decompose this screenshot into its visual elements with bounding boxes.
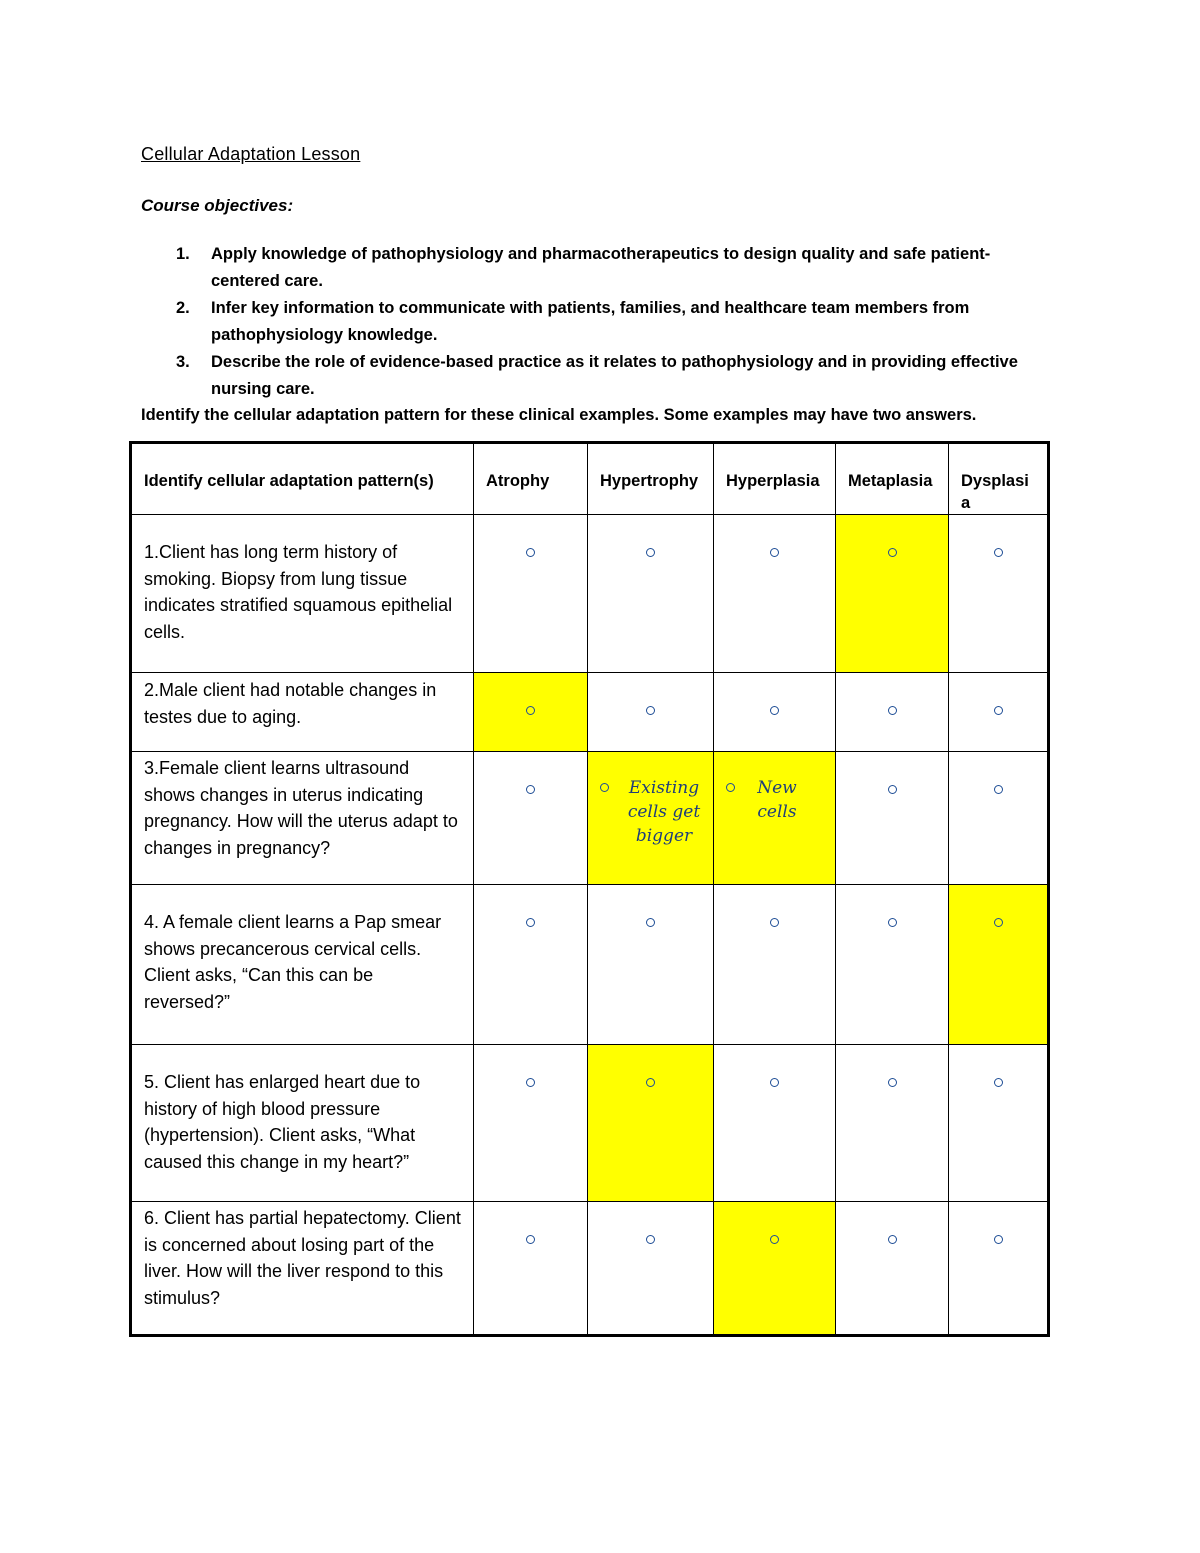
radio-circle-icon[interactable]: [888, 706, 897, 715]
objective-text: Apply knowledge of pathophysiology and pharmacotherapeutics to design quality and safe patient-centered care.: [211, 245, 991, 290]
option-hypertrophy[interactable]: [588, 1202, 714, 1336]
option-atrophy[interactable]: [474, 1045, 588, 1202]
question-cell: 6. Client has partial hepatectomy. Client is concerned about losing part of the liver. How will the liver respond to this stimulus?: [131, 1202, 474, 1336]
radio-circle-icon[interactable]: [526, 548, 535, 557]
radio-circle-icon[interactable]: [646, 1078, 655, 1087]
table-row: [131, 1045, 1049, 1202]
radio-circle-icon[interactable]: [526, 1235, 535, 1244]
option-dysplasia-selected[interactable]: [949, 885, 1049, 1045]
option-metaplasia[interactable]: [836, 673, 949, 752]
option-hyperplasia-selected[interactable]: [714, 752, 836, 885]
option-metaplasia[interactable]: [836, 1045, 949, 1202]
option-hypertrophy-selected[interactable]: [588, 752, 714, 885]
option-hypertrophy[interactable]: [588, 885, 714, 1045]
header-hyperplasia: Hyperplasia: [714, 443, 836, 515]
radio-circle-icon[interactable]: [770, 1078, 779, 1087]
adaptation-table: [129, 441, 1050, 1337]
option-dysplasia[interactable]: [949, 1202, 1049, 1336]
radio-circle-icon[interactable]: [726, 783, 735, 792]
radio-circle-icon[interactable]: [888, 1078, 897, 1087]
hyperplasia-note: New cells: [757, 778, 797, 822]
header-atrophy: Atrophy: [474, 443, 588, 515]
radio-circle-icon[interactable]: [994, 1235, 1003, 1244]
option-metaplasia[interactable]: [836, 885, 949, 1045]
radio-circle-icon[interactable]: [994, 706, 1003, 715]
radio-circle-icon[interactable]: [600, 783, 609, 792]
radio-circle-icon[interactable]: [770, 548, 779, 557]
option-atrophy[interactable]: [474, 752, 588, 885]
table-row: [131, 515, 1049, 673]
option-hyperplasia-selected[interactable]: [714, 1202, 836, 1336]
question-cell: 4. A female client learns a Pap smear shows precancerous cervical cells. Client asks, “Can this can be reversed?”: [131, 885, 474, 1045]
radio-circle-icon[interactable]: [526, 1078, 535, 1087]
objectives-list: [141, 241, 1041, 403]
radio-circle-icon[interactable]: [888, 1235, 897, 1244]
objective-item: [141, 349, 1041, 403]
header-pattern: Identify cellular adaptation pattern(s): [131, 443, 474, 515]
option-metaplasia-selected[interactable]: [836, 515, 949, 673]
radio-circle-icon[interactable]: [646, 706, 655, 715]
hypertrophy-note: Existing cells get bigger: [627, 778, 701, 846]
objective-number: 3.: [176, 353, 190, 371]
option-hypertrophy[interactable]: [588, 515, 714, 673]
option-dysplasia[interactable]: [949, 673, 1049, 752]
objective-text: Infer key information to communicate with patients, families, and healthcare team members from pathophysiology knowledge.: [211, 299, 970, 344]
radio-circle-icon[interactable]: [770, 918, 779, 927]
table-row: [131, 673, 1049, 752]
question-cell: 3.Female client learns ultrasound shows changes in uterus indicating pregnancy. How will the uterus adapt to changes in pregnancy?: [131, 752, 474, 885]
table-header-row: [131, 443, 1049, 515]
objective-item: [141, 241, 1041, 295]
instruction-text: Identify the cellular adaptation pattern for these clinical examples. Some examples may have two answers.: [141, 406, 977, 424]
option-dysplasia[interactable]: [949, 1045, 1049, 1202]
option-hyperplasia[interactable]: [714, 1045, 836, 1202]
table-row: [131, 885, 1049, 1045]
radio-circle-icon[interactable]: [526, 785, 535, 794]
option-atrophy[interactable]: [474, 515, 588, 673]
question-cell: 1.Client has long term history of smoking. Biopsy from lung tissue indicates stratified squamous epithelial cells.: [131, 515, 474, 673]
radio-circle-icon[interactable]: [646, 1235, 655, 1244]
objective-item: [141, 295, 1041, 349]
question-cell: 2.Male client had notable changes in testes due to aging.: [131, 673, 474, 752]
option-hypertrophy-selected[interactable]: [588, 1045, 714, 1202]
course-objectives-heading: Course objectives:: [141, 196, 294, 215]
option-hypertrophy[interactable]: [588, 673, 714, 752]
table-row: [131, 1202, 1049, 1336]
table-row: [131, 752, 1049, 885]
objective-number: 1.: [176, 245, 190, 263]
option-atrophy[interactable]: [474, 1202, 588, 1336]
radio-circle-icon[interactable]: [994, 785, 1003, 794]
header-metaplasia: Metaplasia: [836, 443, 949, 515]
radio-circle-icon[interactable]: [770, 1235, 779, 1244]
radio-circle-icon[interactable]: [646, 918, 655, 927]
radio-circle-icon[interactable]: [994, 918, 1003, 927]
radio-circle-icon[interactable]: [770, 706, 779, 715]
header-dysplasia: Dysplasia: [949, 443, 1049, 515]
radio-circle-icon[interactable]: [888, 785, 897, 794]
radio-circle-icon[interactable]: [994, 1078, 1003, 1087]
objective-text: Describe the role of evidence-based practice as it relates to pathophysiology and in providing effective nursing care.: [211, 353, 1018, 398]
radio-circle-icon[interactable]: [646, 548, 655, 557]
objective-number: 2.: [176, 299, 190, 317]
option-hyperplasia[interactable]: [714, 673, 836, 752]
option-dysplasia[interactable]: [949, 752, 1049, 885]
option-metaplasia[interactable]: [836, 752, 949, 885]
option-atrophy[interactable]: [474, 885, 588, 1045]
radio-circle-icon[interactable]: [526, 706, 535, 715]
option-dysplasia[interactable]: [949, 515, 1049, 673]
option-hyperplasia[interactable]: [714, 885, 836, 1045]
question-cell: 5. Client has enlarged heart due to history of high blood pressure (hypertension). Client asks, “What caused this change in my heart?”: [131, 1045, 474, 1202]
header-hypertrophy: Hypertrophy: [588, 443, 714, 515]
radio-circle-icon[interactable]: [526, 918, 535, 927]
page-title: Cellular Adaptation Lesson: [141, 144, 361, 164]
radio-circle-icon[interactable]: [994, 548, 1003, 557]
option-atrophy-selected[interactable]: [474, 673, 588, 752]
radio-circle-icon[interactable]: [888, 548, 897, 557]
radio-circle-icon[interactable]: [888, 918, 897, 927]
option-metaplasia[interactable]: [836, 1202, 949, 1336]
option-hyperplasia[interactable]: [714, 515, 836, 673]
